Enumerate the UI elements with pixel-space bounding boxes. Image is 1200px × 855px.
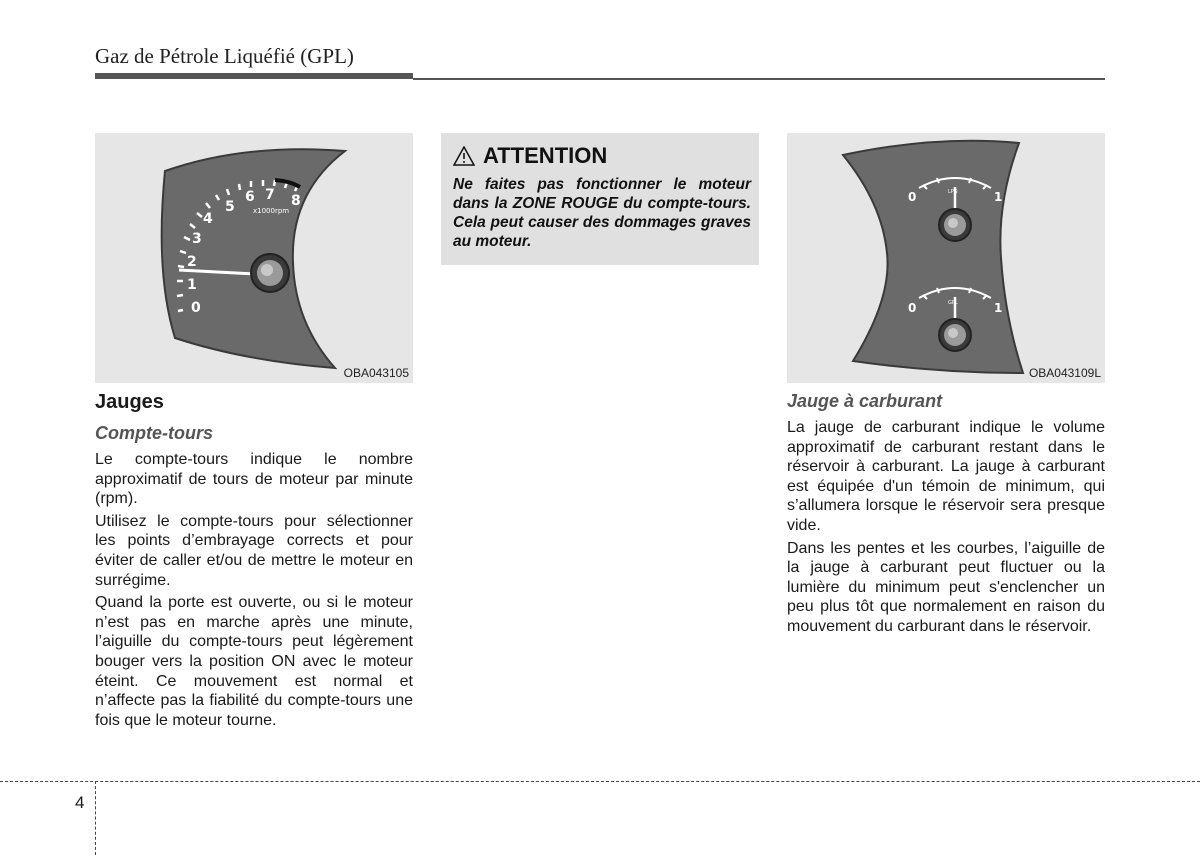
- warning-text: Ne faites pas fonctionner le moteur dans la ZONE ROUGE du compte-tours. Cela peut causer des dommages graves au moteur.: [453, 176, 751, 250]
- tach-label-6: 6: [245, 189, 255, 205]
- right-column: [787, 390, 1105, 640]
- fuel1-min-label: 0: [908, 190, 917, 204]
- left-column: [95, 390, 413, 733]
- subheading-jauge-carburant: Jauge à carburant: [787, 391, 943, 411]
- tachometer-figure: [95, 133, 413, 383]
- tach-label-0: 0: [191, 300, 201, 316]
- header-rule-thick: [95, 73, 413, 79]
- page-header-title: Gaz de Pétrole Liquéfié (GPL): [95, 44, 354, 68]
- page-number: 4: [75, 793, 85, 812]
- tach-label-1: 1: [187, 277, 197, 293]
- fuel1-sub-label: LPG: [948, 189, 958, 195]
- warning-title-text: ATTENTION: [483, 143, 608, 168]
- paragraph: Le compte-tours indique le nombre approximatif de tours de moteur par minute (rpm).: [95, 451, 413, 508]
- tach-label-8: 8: [291, 193, 301, 209]
- footer-margin-divider: [95, 781, 96, 855]
- tach-label-7: 7: [265, 187, 275, 203]
- fuel2-max-label: 1: [994, 301, 1003, 315]
- warning-title: [453, 143, 607, 169]
- tach-label-2: 2: [187, 254, 197, 270]
- paragraph: Dans les pentes et les courbes, l’aiguille de la jauge à carburant peut fluctuer ou la lumière du minimum peut s'enclencher un peu plus tôt que normalement en raison du mouvement du carburant dans le réservoir.: [787, 539, 1105, 635]
- fuel1-max-label: 1: [994, 190, 1003, 204]
- paragraph: Quand la porte est ouverte, ou si le moteur n’est pas en marche après une minute, l’aiguille du compte-tours peut légèrement bouger vers la position ON avec le moteur éteint. Ce mouvement est normal et n’affecte pas la fiabilité du compte-tours une fois que le moteur tourne.: [95, 594, 413, 729]
- header-rule-thin: [413, 78, 1105, 80]
- fuel-gauge-icon: [787, 133, 1105, 383]
- paragraph: Utilisez le compte-tours pour sélectionner les points d’embrayage corrects et pour éviter de caller et/ou de mettre le moteur en surrégime.: [95, 512, 413, 589]
- section-heading-jauges: Jauges: [95, 391, 164, 413]
- fuel-gauge-figure: [787, 133, 1105, 383]
- subheading-compte-tours: Compte-tours: [95, 423, 213, 443]
- footer-divider: [0, 781, 1200, 782]
- tachometer-icon: [95, 133, 413, 383]
- warning-box: [441, 133, 759, 265]
- warning-triangle-icon: [453, 146, 475, 166]
- figure-code-right: OBA043109L: [1028, 366, 1101, 380]
- tach-label-3: 3: [192, 231, 202, 247]
- tach-unit-label: x1000rpm: [253, 207, 290, 215]
- tach-label-5: 5: [225, 199, 235, 215]
- figure-code-left: OBA043105: [343, 366, 409, 380]
- paragraph: La jauge de carburant indique le volume approximatif de carburant restant dans le réservoir à carburant. La jauge à carburant est équipée d'un témoin de minimum, qui s’allumera lorsque le réservoir sera presque vide.: [787, 419, 1105, 534]
- fuel2-sub-label: GPL: [948, 300, 958, 306]
- fuel2-min-label: 0: [908, 301, 917, 315]
- tach-label-4: 4: [203, 211, 213, 227]
